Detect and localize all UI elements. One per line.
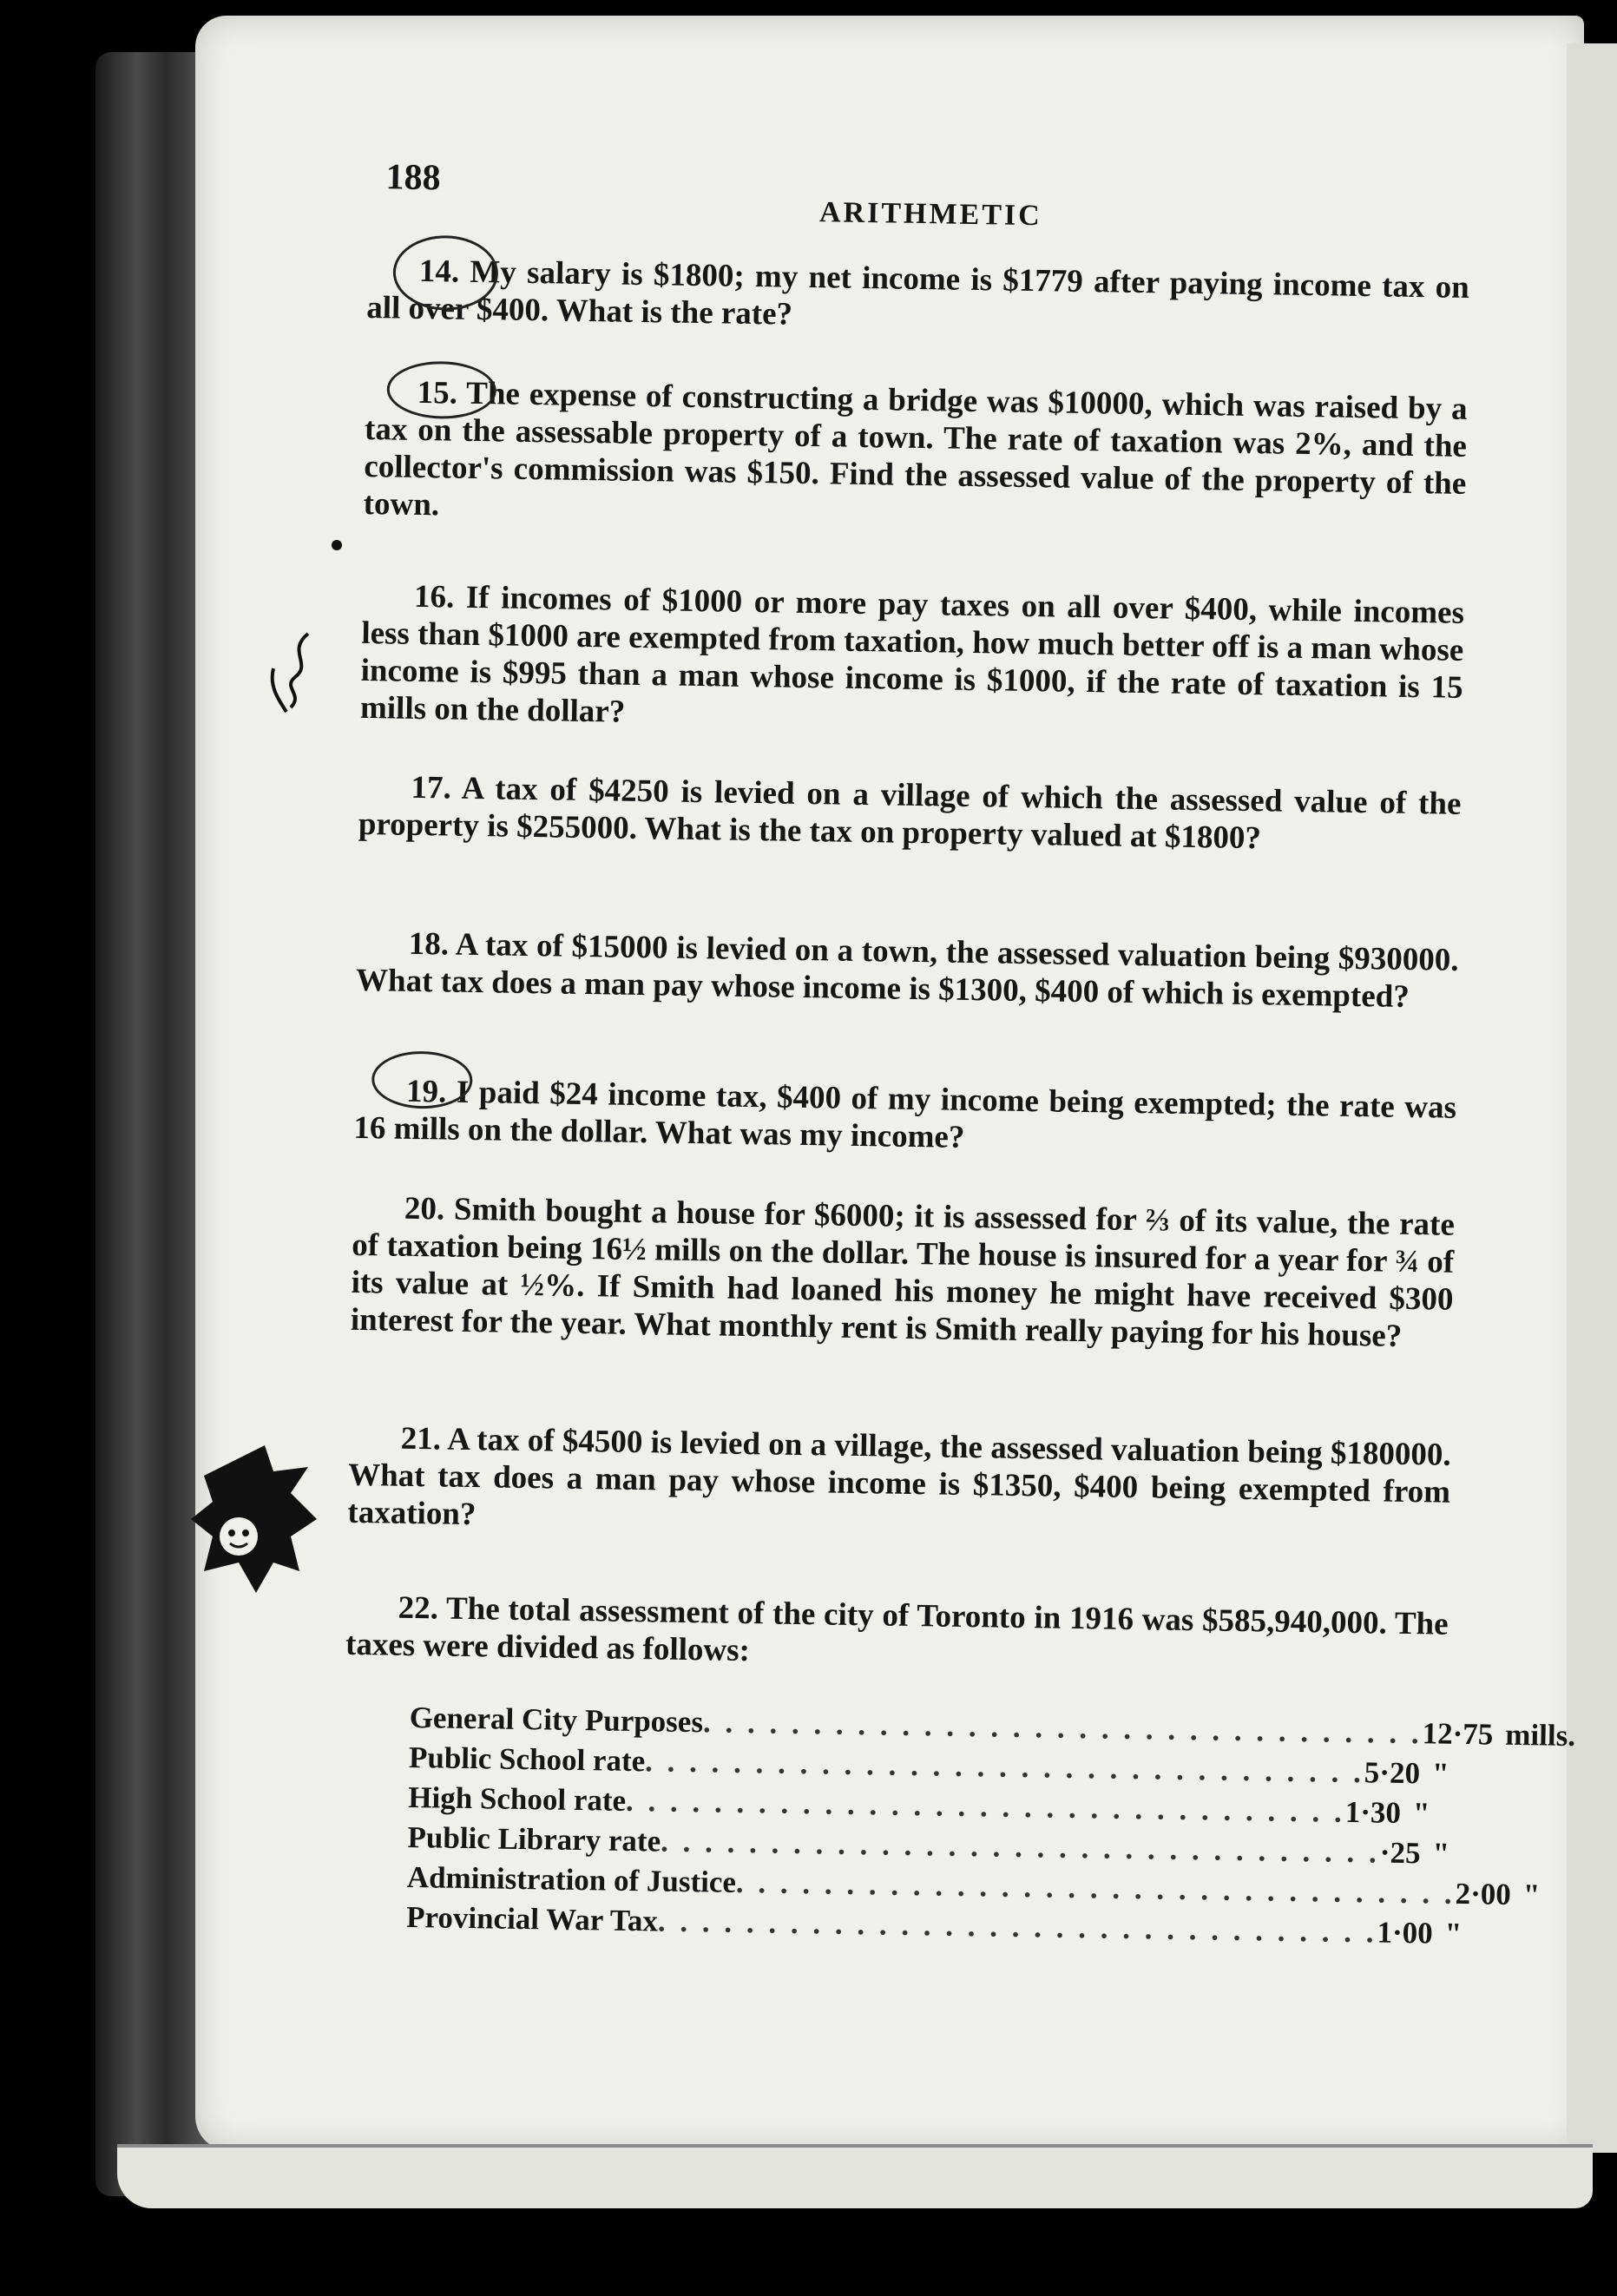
problem-text: A tax of $15000 is levied on a town, the assessed valuation being $930000. What tax does a man pay whose income is $1300, $400 of which is exempted? [355,926,1459,1015]
page-bottom-edge [117,2144,1593,2208]
problem-15 [363,373,1468,540]
leader-dots: . . . . . . . . . . . . . . . . . . . . . . . . . . . . . . . . . [625,1783,1346,1829]
next-page-edge [1567,43,1617,2153]
tax-label: Administration of Justice [406,1859,737,1899]
tax-value: 1·30 [1344,1794,1402,1830]
tax-value: ·25 [1379,1835,1421,1871]
tax-unit: " [1412,1796,1430,1831]
leader-dots: . . . . . . . . . . . . . . . . . . . . . . . . . . . . . . . . . [660,1824,1381,1870]
page-number: 188 [385,157,441,199]
ink-doodle-figure [187,1441,325,1597]
tax-unit: " [1431,1756,1449,1791]
problem-number: 20. [404,1190,445,1227]
problem-number: 16. [413,578,455,615]
tax-value: 1·00 [1377,1915,1434,1951]
tax-unit: mills. [1505,1717,1576,1753]
page-content [339,156,1576,2040]
tax-unit: " [1522,1878,1541,1912]
problem-text: My salary is $1800; my net income is $1779 after paying income tax on all over $400. What is the rate? [365,253,1470,332]
tax-label: Public Library rate [407,1819,661,1859]
tax-unit: " [1432,1836,1450,1871]
problem-18 [356,924,1459,1016]
problem-16 [360,577,1465,744]
tax-rate-table [405,1698,1576,1951]
problem-number: 18. [408,925,450,963]
running-head: ARITHMETIC [818,196,1043,233]
problem-text: A tax of $4250 is levied on a village of which the assessed value of the property is $255000. What is the tax on property valued at $1800? [358,770,1462,857]
tax-value: 5·20 [1364,1755,1421,1791]
leader-dots: . . . . . . . . . . . . . . . . . . . . . . . . . . . . . . . . . [657,1904,1377,1950]
problem-number: 14. [418,253,460,290]
problem-17 [358,768,1462,860]
problem-14 [366,252,1469,344]
problem-number: 21. [400,1420,442,1457]
tax-label: General City Purposes [409,1700,704,1740]
problem-19 [353,1072,1456,1164]
tax-label: High School rate [408,1780,627,1818]
problem-text: I paid $24 income tax, $400 of my income being exempted; the rate was 16 mills on the dollar. What was my income? [353,1074,1457,1155]
margin-scribble [260,625,330,720]
problem-text: The expense of constructing a bridge was $10000, which was raised by a tax on the assessable property of a town. The rate of taxation was 2%, and the collector's commission was $150. Find the assessed value of the property of the town. [363,375,1468,523]
tax-label: Provincial War Tax [405,1899,659,1938]
tax-value: 2·00 [1455,1876,1512,1911]
problem-text: Smith bought a house for $6000; it is assessed for ⅔ of its value, the rate of taxation being 16½ mills on the dollar. The house is insured for a year for ¾ of its value at ½%. If Smith had loaned his money he might have received $300 interest for the year. What monthly rent is Smith really paying for his house? [350,1191,1456,1354]
tax-unit: " [1444,1916,1463,1951]
problem-text: If incomes of $1000 or more pay taxes on all over $400, while incomes less than $1000 are exempted from taxation, how much better off is a man whose income is $995 than a man whose income is $1000, if the rate of taxation is 15 mills on the dollar? [359,579,1465,730]
leader-dots: . . . . . . . . . . . . . . . . . . . . . . . . . . . . . . . . . [644,1744,1365,1790]
problem-20 [351,1189,1456,1356]
problem-22 [345,1589,1449,1681]
problem-number: 17. [411,769,452,806]
tax-value: 12·75 [1422,1716,1494,1752]
problem-number: 22. [398,1589,439,1627]
problem-21 [347,1419,1451,1549]
tax-label: Public School rate [408,1740,646,1779]
margin-dot-mark [332,540,342,550]
leader-dots: . . . . . . . . . . . . . . . . . . . . . . . . . . . . . . . . . [735,1865,1456,1911]
pencil-circle-mark [392,234,498,311]
problem-text: The total assessment of the city of Toronto in 1916 was $585,940,000. The taxes were divided as follows: [345,1590,1449,1669]
problem-number: 19. [405,1073,447,1110]
problem-number: 15. [417,374,458,411]
problem-text: A tax of $4500 is levied on a village, the assessed valuation being $180000. What tax does a man pay whose income is $1350, $400 being exempted from taxation? [347,1421,1451,1533]
leader-dots: . . . . . . . . . . . . . . . . . . . . . . . . . . . . . . . . . [702,1705,1423,1751]
